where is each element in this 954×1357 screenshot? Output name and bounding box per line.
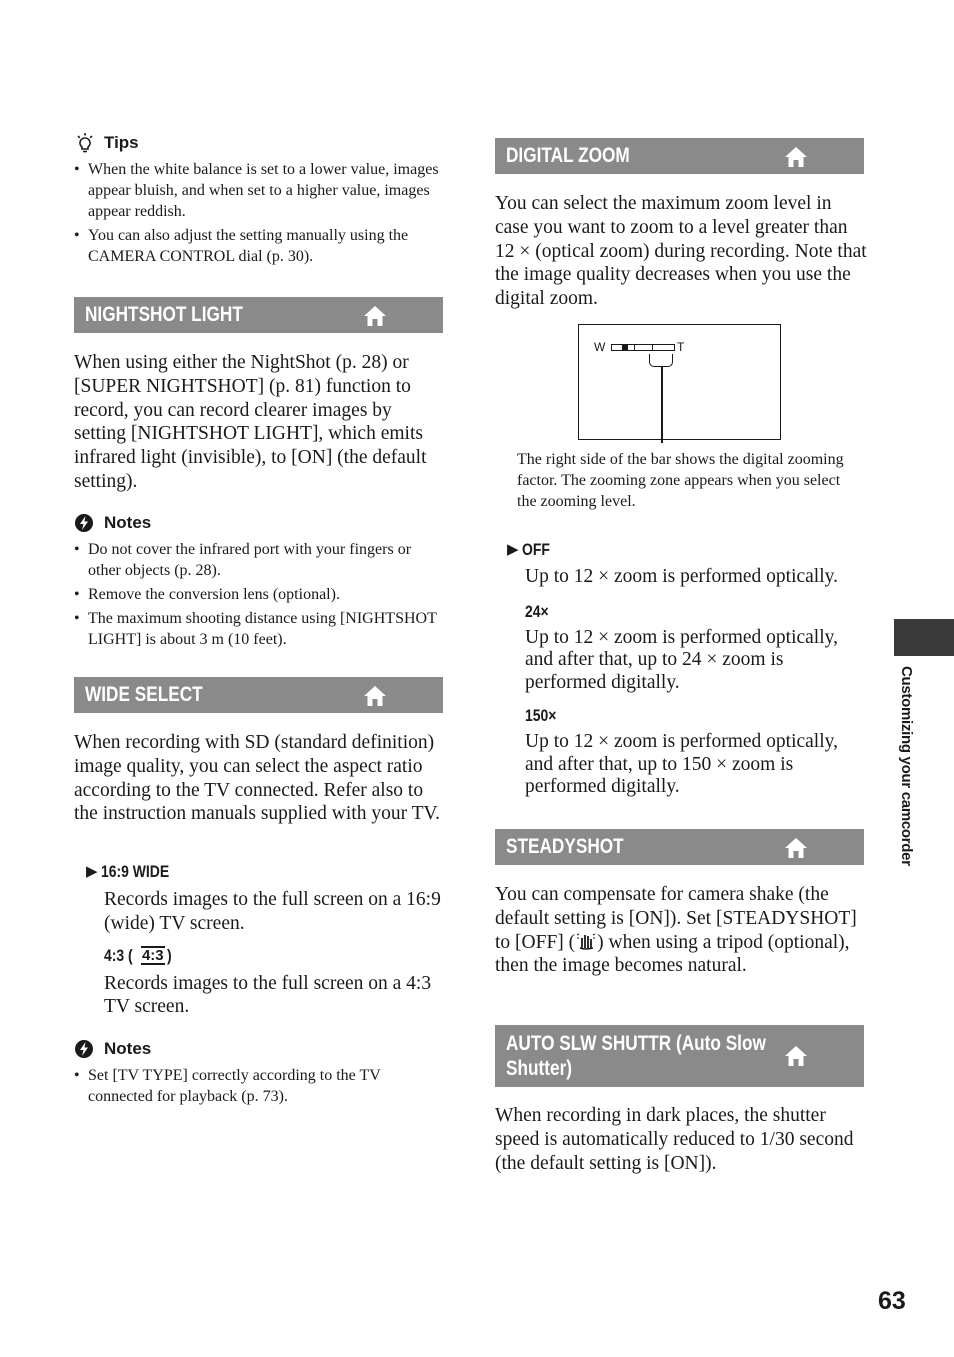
zoom-diagram bbox=[578, 324, 781, 440]
notes-icon bbox=[74, 1039, 94, 1059]
wide-select-header bbox=[74, 677, 443, 713]
tips-heading: Tips bbox=[76, 133, 444, 153]
steadyshot-title: STEADYSHOT bbox=[506, 835, 624, 858]
option-16-9-desc: Records images to the full screen on a 16:9 (wide) TV screen. bbox=[104, 889, 441, 934]
aspect-4-3-icon: 4:3 bbox=[141, 947, 164, 965]
tip-item: • You can also adjust the setting manually using the CAMERA CONTROL dial (p. 30). bbox=[74, 225, 444, 267]
note-item: • Do not cover the infrared port with your fingers or other objects (p. 28). bbox=[74, 539, 446, 581]
option-16-9-wide: ▶ 16:9 WIDE bbox=[86, 862, 169, 881]
auto-slow-shutter-title-line1: AUTO SLW SHUTTR (Auto Slow bbox=[506, 1032, 766, 1055]
page-number: 63 bbox=[878, 1287, 906, 1315]
option-150x: 150× bbox=[525, 706, 557, 726]
zoom-pointer-line bbox=[661, 367, 663, 443]
nightshot-light-title: NIGHTSHOT LIGHT bbox=[85, 303, 243, 326]
left-column bbox=[74, 133, 444, 270]
option-4-3-desc: Records images to the full screen on a 4:3 TV screen. bbox=[104, 972, 432, 1018]
selected-arrow-icon: ▶ bbox=[507, 542, 519, 558]
notes-heading: Notes bbox=[74, 1039, 446, 1059]
option-off: ▶ OFF bbox=[507, 540, 550, 559]
digital-zoom-header bbox=[495, 138, 864, 174]
notes-icon bbox=[74, 513, 94, 533]
auto-slow-shutter-title-line2: Shutter) bbox=[506, 1057, 573, 1080]
home-icon[interactable] bbox=[363, 305, 387, 327]
nightshot-light-body: When using either the NightShot (p. 28) or [SUPER NIGHTSHOT] (p. 81) function to record, you can record clearer images by setting [NIGHTSHOT LIGHT], which emits infrared light (invisible), to [ON] (the default setting). bbox=[74, 352, 427, 492]
note-item: • Set [TV TYPE] correctly according to the TV connected for playback (p. 73). bbox=[74, 1065, 446, 1107]
wide-select-body: When recording with SD (standard definition) image quality, you can select the aspect ratio according to the TV connected. Refer also to the instruction manuals supplied with your TV. bbox=[74, 732, 440, 825]
nightshot-notes bbox=[74, 513, 446, 653]
notes-heading: Notes bbox=[74, 513, 446, 533]
auto-slow-shutter-header bbox=[495, 1025, 864, 1087]
zoom-t-label: T bbox=[677, 340, 685, 354]
home-icon[interactable] bbox=[784, 146, 808, 168]
auto-slow-shutter-body: When recording in dark places, the shutter speed is automatically reduced to 1/30 second (the default setting is [ON]). bbox=[495, 1105, 854, 1174]
zoom-w-label: W bbox=[594, 340, 606, 354]
nightshot-light-header bbox=[74, 297, 443, 333]
note-item: • Remove the conversion lens (optional). bbox=[74, 584, 446, 605]
tip-item: • When the white balance is set to a lower value, images appear bluish, and when set to a higher value, images appear reddish. bbox=[74, 159, 444, 222]
home-icon[interactable] bbox=[784, 837, 808, 859]
steadyshot-off-icon bbox=[575, 932, 597, 950]
option-24x: 24× bbox=[525, 601, 549, 621]
home-icon[interactable] bbox=[784, 1045, 808, 1067]
zoom-bar bbox=[611, 344, 675, 351]
wide-select-options bbox=[86, 862, 446, 1019]
option-off-desc: Up to 12 × zoom is performed optically. bbox=[525, 566, 838, 587]
steadyshot-header bbox=[495, 829, 864, 865]
zoom-caption: The right side of the bar shows the digital zooming factor. The zooming zone appears when you select the zooming level. bbox=[517, 451, 844, 510]
section-side-label: Customizing your camcorder bbox=[898, 666, 915, 866]
digital-zoom-options bbox=[507, 540, 867, 799]
option-150x-desc: Up to 12 × zoom is performed optically, and after that, up to 150 × zoom is performed digitally. bbox=[525, 731, 838, 798]
home-icon[interactable] bbox=[363, 685, 387, 707]
steadyshot-body: You can compensate for camera shake (the default setting is [ON]). Set [STEADYSHOT] to [OFF] ( ) when using a tripod (optional), then the image becomes natural. bbox=[495, 884, 857, 977]
wide-select-title: WIDE SELECT bbox=[85, 683, 203, 706]
option-4-3: 4:3 ( 4:3 ) bbox=[104, 945, 172, 965]
wide-select-notes bbox=[74, 1039, 446, 1110]
lightbulb-icon bbox=[76, 133, 94, 153]
section-side-tab bbox=[894, 619, 954, 656]
zoom-bracket bbox=[649, 354, 673, 367]
digital-zoom-title: DIGITAL ZOOM bbox=[506, 144, 630, 167]
option-24x-desc: Up to 12 × zoom is performed optically, and after that, up to 24 × zoom is performed digitally. bbox=[525, 626, 838, 693]
digital-zoom-body: You can select the maximum zoom level in case you want to zoom to a level greater than 12 × (optical zoom) during recording. Note that the image quality decreases when you use the digital zoom. bbox=[495, 193, 867, 310]
note-item: • The maximum shooting distance using [NIGHTSHOT LIGHT] is about 3 m (10 feet). bbox=[74, 608, 446, 650]
selected-arrow-icon: ▶ bbox=[86, 864, 98, 880]
